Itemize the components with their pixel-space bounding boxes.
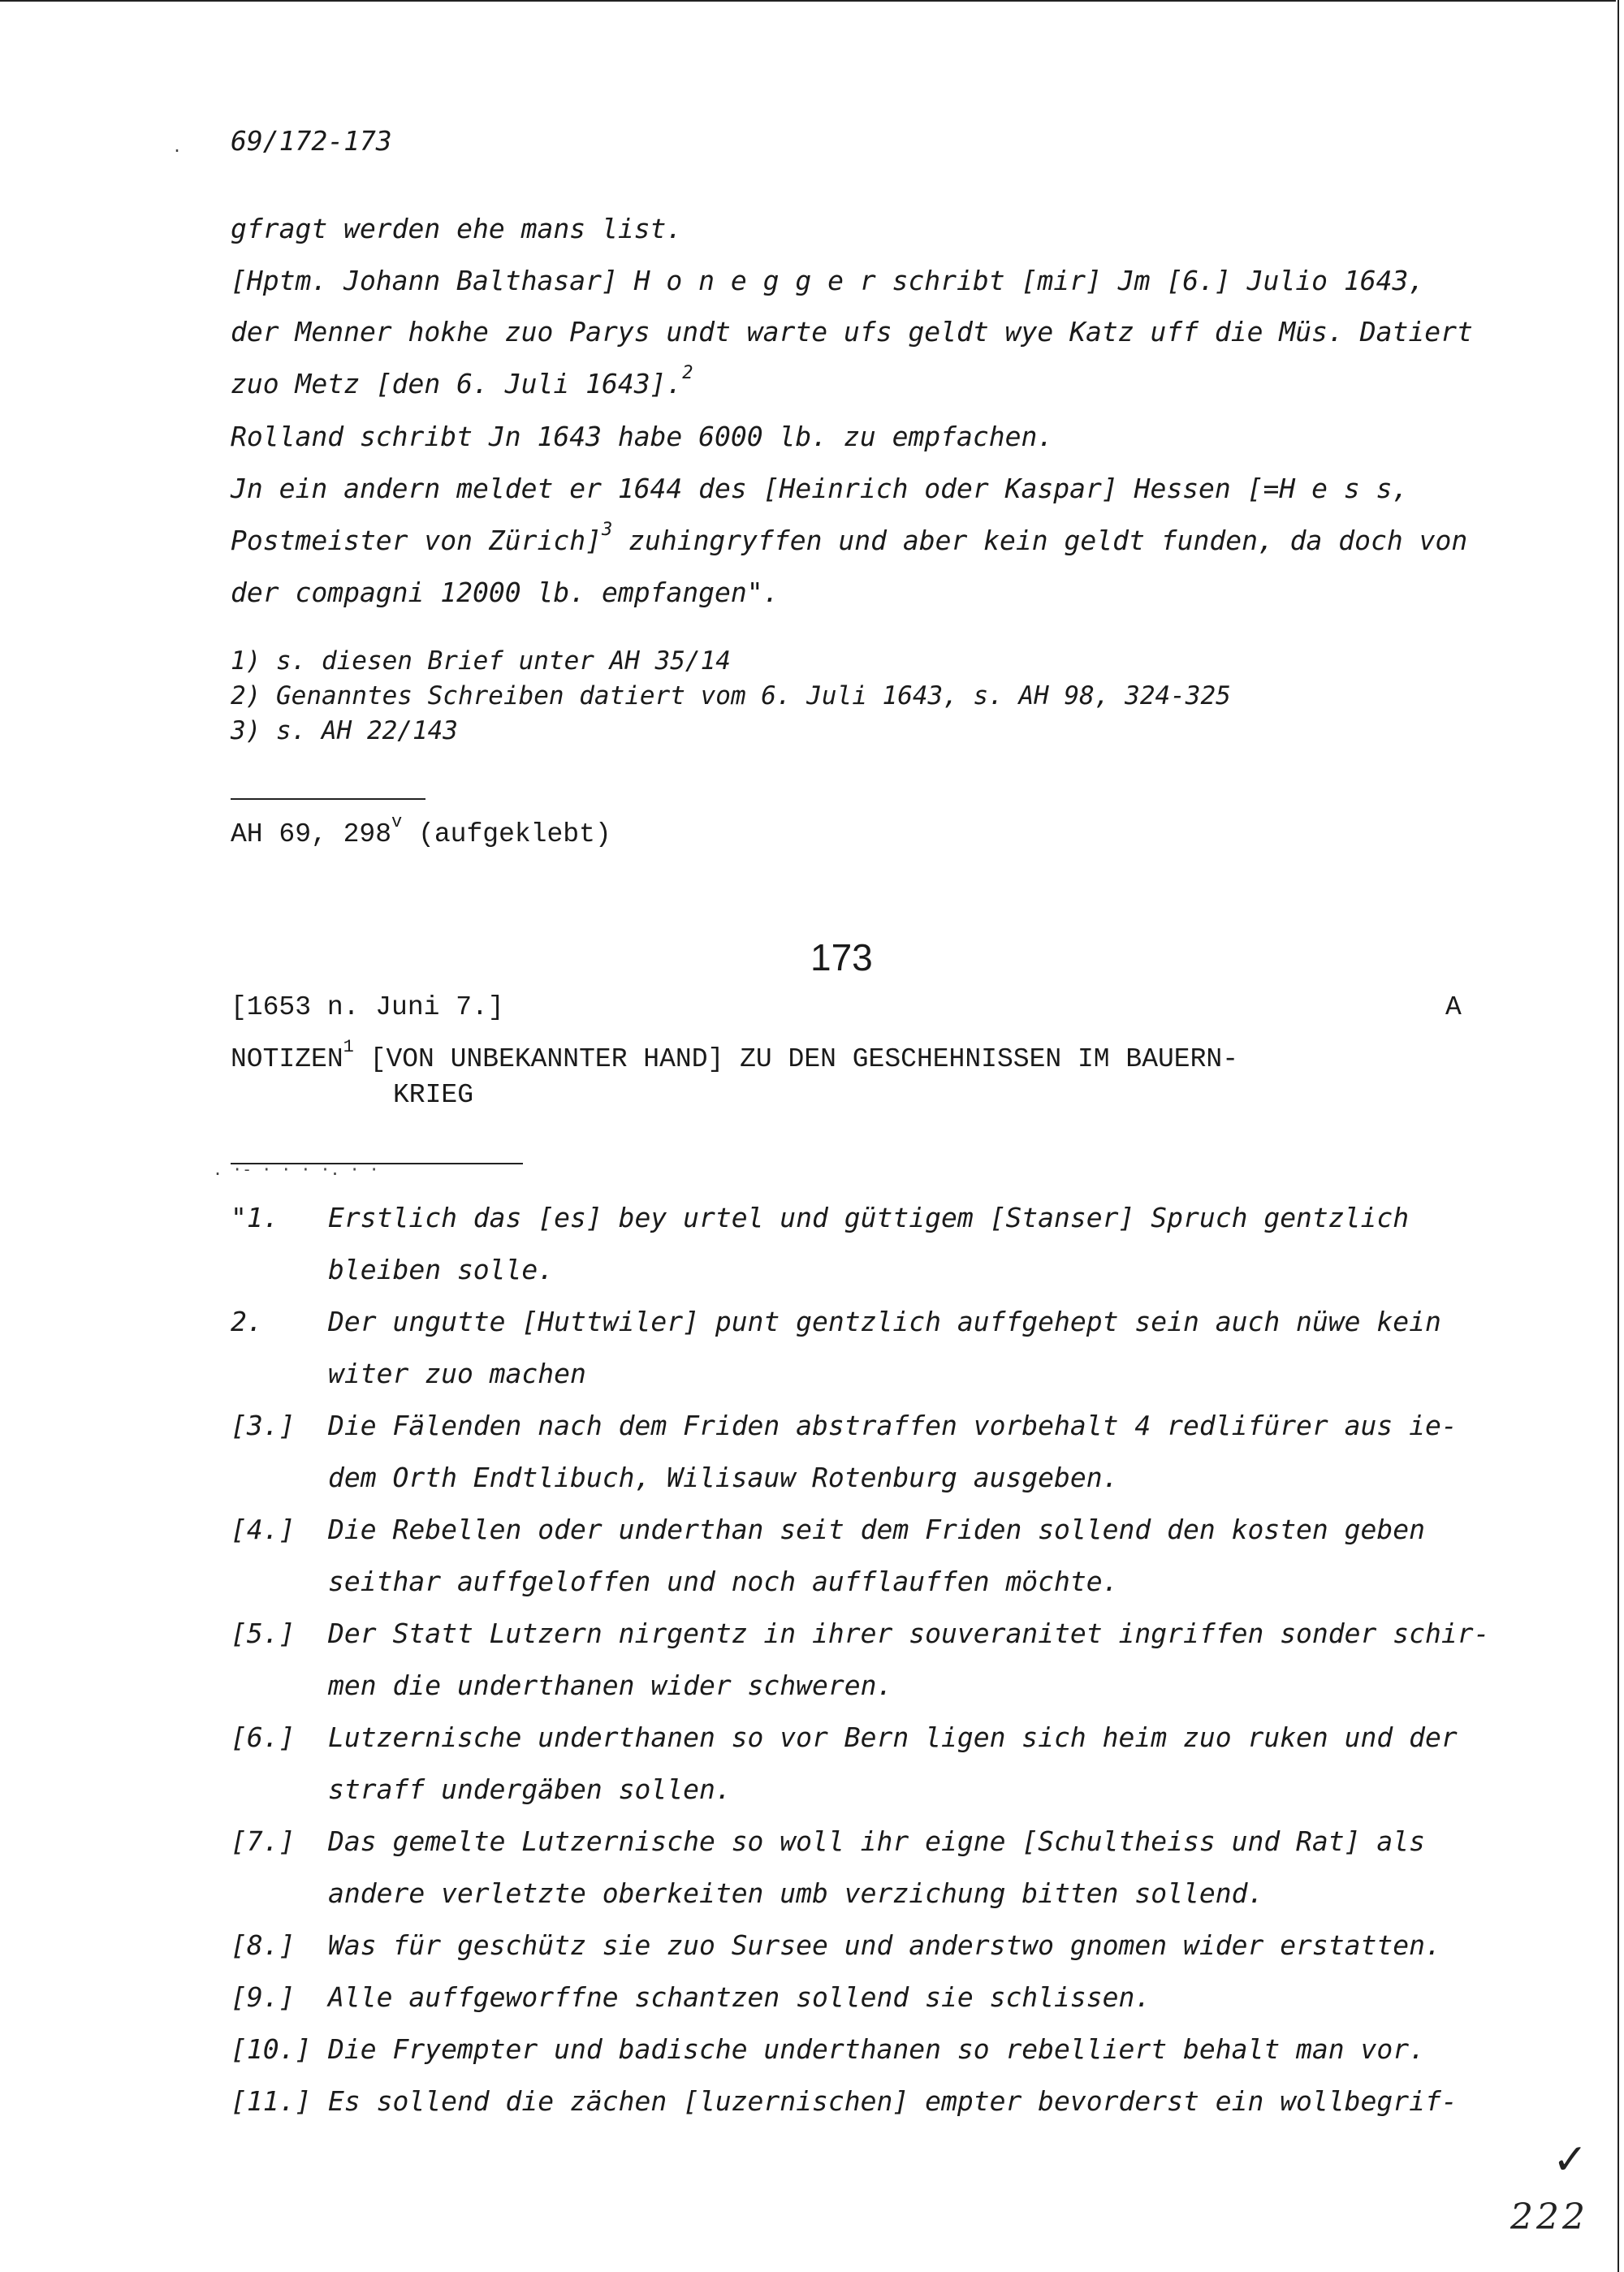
page-edge-right [1618, 0, 1619, 2272]
item-line: Alle auffgeworffne schantzen sollend sie schlissen. [328, 1981, 1151, 2013]
prev-entry-line: gfragt werden ehe mans list. [231, 213, 683, 244]
item-number: [7.] [231, 1825, 296, 1857]
footnote: 1) s. diesen Brief unter AH 35/14 [231, 646, 731, 676]
item-line: straff undergäben sollen. [328, 1773, 732, 1805]
item-number: [8.] [231, 1929, 296, 1961]
check-mark-icon: ✓ [1553, 2136, 1588, 2184]
item-line: men die underthanen wider schweren. [328, 1669, 893, 1701]
item-line: witer zuo machen [328, 1358, 586, 1389]
item-line: Der ungutte [Huttwiler] punt gentzlich auffgehept sein auch nüwe kein [328, 1306, 1441, 1337]
document-mark: A [1445, 992, 1462, 1022]
document-date: [1653 n. Juni 7.] [231, 992, 504, 1022]
footnote: 3) s. AH 22/143 [231, 716, 458, 745]
page-reference: 69/172-173 [231, 125, 392, 157]
footnote-ref-3: 3 [601, 520, 613, 540]
item-line: Die Fryempter und badische underthanen so rebelliert behalt man vor. [328, 2033, 1426, 2065]
item-line: Die Rebellen oder underthan seit dem Friden sollend den kosten geben [328, 1514, 1426, 1545]
item-number: [10.] [231, 2033, 312, 2065]
item-line: andere verletzte oberkeiten umb verzichung bitten sollend. [328, 1877, 1264, 1909]
item-line: Was für geschütz sie zuo Sursee und anderstwo gnomen wider erstatten. [328, 1929, 1441, 1961]
page-edge-top [0, 0, 1616, 2]
item-number: [5.] [231, 1618, 296, 1649]
margin-dot: . [172, 136, 183, 156]
item-line: dem Orth Endtlibuch, Wilisauw Rotenburg ausgeben. [328, 1462, 1119, 1493]
item-number: [11.] [231, 2085, 312, 2117]
handwritten-page-number: 222 [1510, 2196, 1588, 2238]
prev-entry-line: zuo Metz [den 6. Juli 1643].$^2$ [231, 363, 693, 400]
prev-entry-line: Rolland schribt Jn 1643 habe 6000 lb. zu empfachen. [231, 421, 1054, 452]
prev-entry-line: [Hptm. Johann Balthasar] H o n e g g e r schribt [mir] Jm [6.] Julio 1643, [231, 265, 1425, 296]
document-number: 173 [810, 936, 873, 978]
item-number: [9.] [231, 1981, 296, 2013]
item-number: [6.] [231, 1721, 296, 1753]
item-line: bleiben solle. [328, 1254, 555, 1285]
document-title-cont: KRIEG [393, 1080, 474, 1110]
item-number: "1. [231, 1202, 279, 1233]
item-line: Es sollend die zächen [luzernischen] empter bevorderst ein wollbegrif- [328, 2085, 1458, 2117]
prev-entry-line: Postmeister von Zürich]$^3$ zuhingryffen und aber kein geldt funden, da doch von [231, 520, 1468, 556]
item-number: [3.] [231, 1410, 296, 1441]
item-line: Erstlich das [es] bey urtel und güttigem [Stanser] Spruch gentzlich [328, 1202, 1410, 1233]
smudge: . ·- · · · ·. · · [213, 1160, 379, 1179]
prev-entry-line: der compagni 12000 lb. empfangen". [231, 577, 780, 608]
document-title: NOTIZEN$^1$ [VON UNBEKANNTER HAND] ZU DEN GESCHEHNISSEN IM BAUERN- [231, 1037, 1239, 1074]
item-number: [4.] [231, 1514, 296, 1545]
item-line: Der Statt Lutzern nirgentz in ihrer souveranitet ingriffen sonder schir- [328, 1618, 1490, 1649]
prev-entry-line: der Menner hokhe zuo Parys undt warte ufs geldt wye Katz uff die Müs. Datiert [231, 316, 1473, 348]
source-line: AH 69, 298$^v$ (aufgeklebt) [231, 812, 611, 849]
item-line: Das gemelte Lutzernische so woll ihr eigne [Schultheiss und Rat] als [328, 1825, 1426, 1857]
item-line: Die Fälenden nach dem Friden abstraffen vorbehalt 4 redlifürer aus ie- [328, 1410, 1458, 1441]
footnote-ref-2: 2 [682, 363, 693, 383]
prev-entry-line: Jn ein andern meldet er 1644 des [Heinrich oder Kaspar] Hessen [=H e s s, [231, 473, 1409, 504]
item-line: seithar auffgeloffen und noch aufflauffen möchte. [328, 1566, 1119, 1597]
item-number: 2. [231, 1306, 263, 1337]
source-rule [231, 798, 425, 800]
footnote: 2) Genanntes Schreiben datiert vom 6. Juli 1643, s. AH 98, 324-325 [231, 681, 1231, 711]
item-line: Lutzernische underthanen so vor Bern ligen sich heim zuo ruken und der [328, 1721, 1458, 1753]
